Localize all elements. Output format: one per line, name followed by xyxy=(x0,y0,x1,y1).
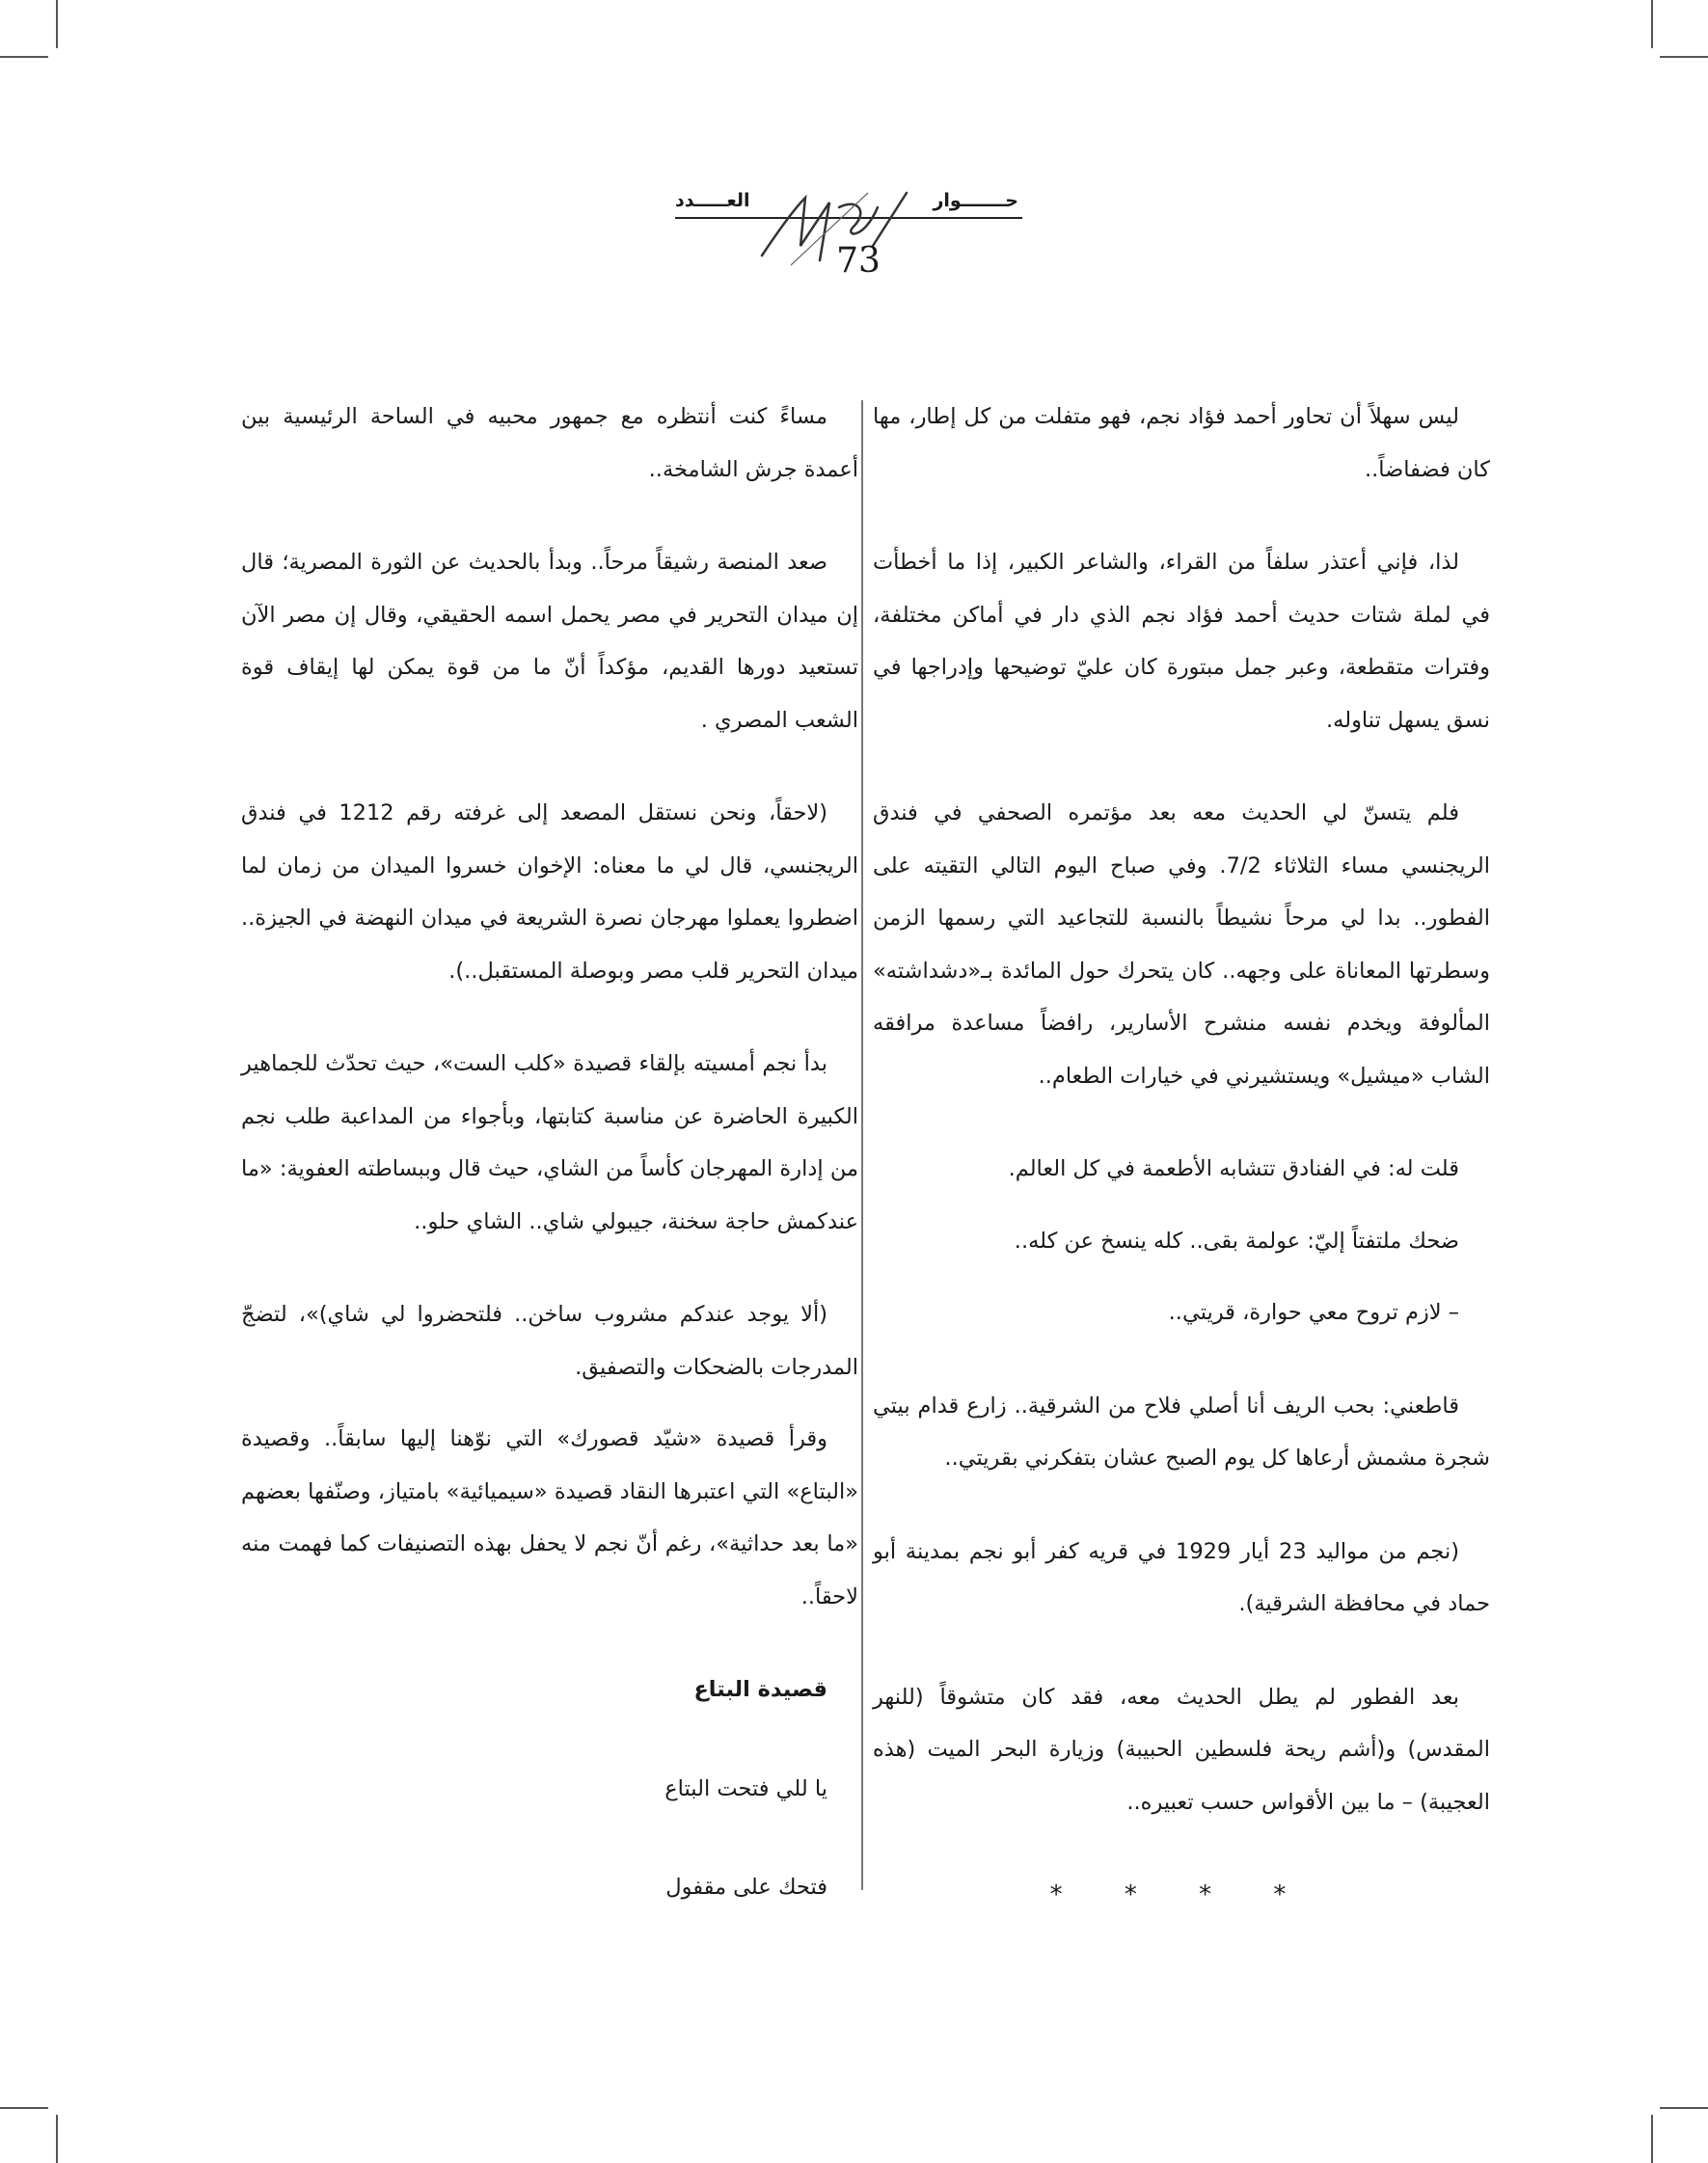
header-label-issue: العـــــدد xyxy=(675,190,750,211)
paragraph: فلم يتسنّ لي الحديث معه بعد مؤتمره الصحفي في فندق الريجنسي مساء الثلاثاء 7/2. وفي صباح اليوم التالي التقيته على الفطور.. بدا لي مرحاً نشيطاً بالنسبة للتجاعيد التي رسمها الزمن وسطرتها المعاناة على وجهه.. كان يتحرك حول المائدة بـ«دشداشته» المألوفة ويخدم نفسه منشرح الأسارير، رافضاً مساعدة مرافقه الشاب «ميشيل» ويستشيرني في خيارات الطعام.. xyxy=(873,800,1490,1089)
paragraph: قاطعني: بحب الريف أنا أصلي فلاح من الشرقية.. زارع قدام بيتي شجرة مشمش أرعاها كل يوم الصبح عشان بتفكرني بقريتي.. xyxy=(873,1392,1490,1471)
crop-mark xyxy=(1660,56,1708,58)
paragraph: لذا، فإني أعتذر سلفاً من القراء، والشاعر الكبير، إذا ما أخطأت في لملة شتات حديث أحمد فؤاد نجم الذي دار في أماكن مختلفة، وفترات متقطعة، وعبر جمل مبتورة كان عليّ توضيحها وإدراجها في نسق يسهل تناوله. xyxy=(873,550,1490,733)
paragraph: قلت له: في الفنادق تتشابه الأطعمة في كل العالم. xyxy=(1008,1156,1459,1181)
paragraph: مساءً كنت أنتظره مع جمهور محبيه في الساحة الرئيسية بين أعمدة جرش الشامخة.. xyxy=(241,404,858,482)
paragraph: (ألا يوجد عندكم مشروب ساخن.. فلتحضروا لي شاي)»، لتضجّ المدرجات بالضحكات والتصفيق. xyxy=(241,1302,858,1380)
crop-mark xyxy=(56,2115,58,2163)
crop-mark xyxy=(1651,0,1653,48)
paragraph: ليس سهلاً أن تحاور أحمد فؤاد نجم، فهو متفلت من كل إطار، مها كان فضفاضاً.. xyxy=(873,404,1490,482)
left-column xyxy=(241,391,858,1960)
crop-mark xyxy=(1651,2115,1653,2163)
poem-title: قصيدة البتاع xyxy=(693,1677,827,1702)
paragraph: – لازم تروح معي حوارة، قريتي.. xyxy=(1168,1300,1459,1325)
header-label-hiwar: حـــــــوار xyxy=(933,190,1018,211)
crop-mark xyxy=(1660,2107,1708,2109)
poem-line: فتحك على مقفول xyxy=(665,1875,827,1900)
section-separator: * * * * xyxy=(1049,1880,1314,1909)
poem-line: يا للي فتحت البتاع xyxy=(664,1775,827,1801)
paragraph: (نجم من مواليد 23 أيار 1929 في قريه كفر أبو نجم بمدينة أبو حماد في محافظة الشرقية). xyxy=(873,1538,1490,1616)
paragraph: وقرأ قصيدة «شيّد قصورك» التي نوّهنا إليها سابقاً.. وقصيدة «البتاع» التي اعتبرها النقاد قصيدة «سيميائية» بامتياز، وصنّفها بعضهم «ما بعد حداثية»، رغم أنّ نجم لا يحفل بهذه التصنيفات كما فهمت منه لاحقاً.. xyxy=(241,1426,858,1609)
column-divider xyxy=(861,400,863,1890)
page-number: 73 xyxy=(836,241,881,281)
crop-mark xyxy=(56,0,58,48)
right-column xyxy=(873,391,1490,1922)
paragraph: (لاحقاً، ونحن نستقل المصعد إلى غرفته رقم 1212 في فندق الريجنسي، قال لي ما معناه: الإخوان خسروا الميدان من زمان لما اضطروا يعملوا مهرجان نصرة الشريعة في ميدان النهضة في الجيزة.. ميدان التحرير قلب مصر وبوصلة المستقبل..). xyxy=(241,800,858,984)
paragraph: بدأ نجم أمسيته بإلقاء قصيدة «كلب الست»، حيث تحدّث للجماهير الكبيرة الحاضرة عن مناسبة كتابتها، وبأجواء من المداعبة طلب نجم من إدارة المهرجان كأساً من الشاي، حيث قال وببساطته العفوية: «ما عندكمش حاجة سخنة، جيبولي شاي.. الشاي حلو.. xyxy=(241,1051,858,1234)
crop-mark xyxy=(0,2107,48,2109)
paragraph: ضحك ملتفتاً إليّ: عولمة بقى.. كله ينسخ عن كله.. xyxy=(1014,1228,1459,1254)
paragraph: صعد المنصة رشيقاً مرحاً.. وبدأ بالحديث عن الثورة المصرية؛ قال إن ميدان التحرير في مصر يحمل اسمه الحقيقي، وقال إن مصر الآن تستعيد دورها القديم، مؤكداً أنّ ما من قوة يمكن لها إيقاف قوة الشعب المصري . xyxy=(241,550,858,733)
paragraph: بعد الفطور لم يطل الحديث معه، فقد كان متشوقاً (للنهر المقدس) و(أشم ريحة فلسطين الحبيبة) وزيارة البحر الميت (هذه العجيبة) – ما بين الأقواس حسب تعبيره.. xyxy=(873,1684,1490,1815)
crop-mark xyxy=(0,56,48,58)
